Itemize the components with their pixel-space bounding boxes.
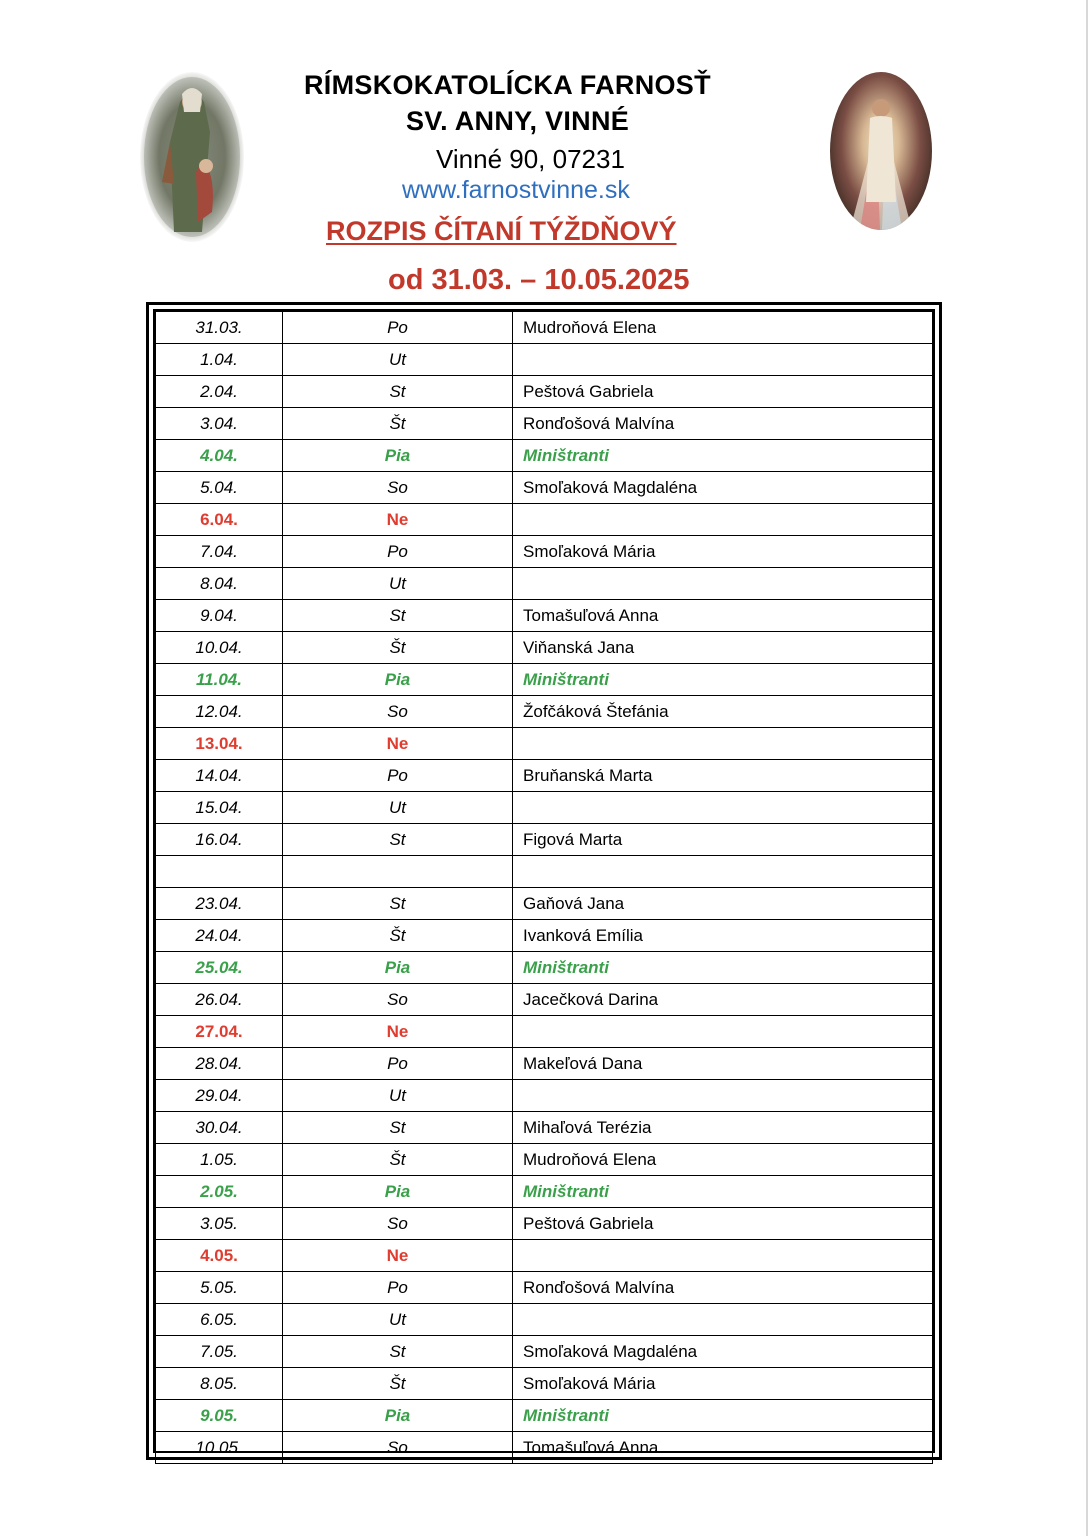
schedule-date-cell: 5.04. [156, 472, 283, 504]
schedule-date-cell: 1.04. [156, 344, 283, 376]
schedule-date-cell: 1.05. [156, 1144, 283, 1176]
schedule-date-cell: 31.03. [156, 312, 283, 344]
schedule-row [156, 856, 933, 888]
schedule-reader-cell: Žofčáková Štefánia [513, 696, 933, 728]
schedule-date-cell: 24.04. [156, 920, 283, 952]
schedule-day-cell: Ne [283, 504, 513, 536]
schedule-day-cell: Pia [283, 1400, 513, 1432]
schedule-date-cell: 5.05. [156, 1272, 283, 1304]
schedule-row [156, 1304, 933, 1336]
schedule-row [156, 632, 933, 664]
schedule-grid [155, 311, 933, 1464]
parish-name-line2: SV. ANNY, VINNÉ [406, 106, 630, 136]
schedule-day-cell: Št [283, 408, 513, 440]
schedule-date-cell: 10.05. [156, 1432, 283, 1464]
schedule-date-cell: 3.05. [156, 1208, 283, 1240]
schedule-day-cell: Pia [283, 1176, 513, 1208]
table-inner-border [153, 309, 935, 1457]
schedule-date-cell: 26.04. [156, 984, 283, 1016]
schedule-row [156, 1048, 933, 1080]
schedule-row [156, 1016, 933, 1048]
schedule-reader-cell [513, 1080, 933, 1112]
schedule-date-cell: 2.04. [156, 376, 283, 408]
saint-anne-figure-icon [140, 72, 244, 242]
schedule-day-cell: So [283, 472, 513, 504]
schedule-date-cell: 30.04. [156, 1112, 283, 1144]
schedule-day-cell: St [283, 600, 513, 632]
schedule-day-cell: Ut [283, 568, 513, 600]
schedule-day-cell: St [283, 1336, 513, 1368]
schedule-day-cell: Št [283, 1144, 513, 1176]
schedule-date-cell: 3.04. [156, 408, 283, 440]
document-header [0, 0, 1088, 300]
schedule-day-cell: Št [283, 1368, 513, 1400]
schedule-row [156, 1400, 933, 1432]
schedule-day-cell: Ne [283, 1240, 513, 1272]
schedule-reader-cell: Miništranti [513, 664, 933, 696]
schedule-row [156, 376, 933, 408]
schedule-date-cell: 16.04. [156, 824, 283, 856]
schedule-date-cell: 25.04. [156, 952, 283, 984]
schedule-reader-cell: Miništranti [513, 1176, 933, 1208]
schedule-row [156, 1080, 933, 1112]
schedule-date-cell: 8.04. [156, 568, 283, 600]
schedule-reader-cell: Ronďošová Malvína [513, 408, 933, 440]
schedule-day-cell: Po [283, 760, 513, 792]
schedule-date-cell: 29.04. [156, 1080, 283, 1112]
schedule-date-cell: 12.04. [156, 696, 283, 728]
schedule-reader-cell: Viňanská Jana [513, 632, 933, 664]
schedule-day-cell: Ne [283, 728, 513, 760]
schedule-reader-cell: Mudroňová Elena [513, 1144, 933, 1176]
schedule-reader-cell [513, 728, 933, 760]
schedule-row [156, 472, 933, 504]
schedule-date-cell: 27.04. [156, 1016, 283, 1048]
schedule-row [156, 888, 933, 920]
schedule-reader-cell: Miništranti [513, 1400, 933, 1432]
document-title: ROZPIS ČÍTANÍ TÝŽDŇOVÝ [326, 216, 677, 246]
saint-anne-image [140, 72, 244, 242]
parish-name-line1: RÍMSKOKATOLÍCKA FARNOSŤ [304, 70, 711, 100]
schedule-reader-cell [513, 1304, 933, 1336]
schedule-date-cell: 23.04. [156, 888, 283, 920]
schedule-day-cell: Ut [283, 344, 513, 376]
schedule-date-cell: 28.04. [156, 1048, 283, 1080]
schedule-row [156, 408, 933, 440]
schedule-day-cell: Pia [283, 664, 513, 696]
schedule-reader-cell: Bruňanská Marta [513, 760, 933, 792]
schedule-date-cell: 13.04. [156, 728, 283, 760]
schedule-reader-cell [513, 1016, 933, 1048]
schedule-date-cell: 7.04. [156, 536, 283, 568]
divine-mercy-image [830, 72, 932, 230]
schedule-reader-cell [513, 1240, 933, 1272]
schedule-day-cell: Ne [283, 1016, 513, 1048]
schedule-row [156, 952, 933, 984]
schedule-date-cell: 2.05. [156, 1176, 283, 1208]
schedule-day-cell: Pia [283, 952, 513, 984]
schedule-reader-cell: Tomašuľová Anna [513, 600, 933, 632]
schedule-day-cell: Po [283, 1048, 513, 1080]
schedule-reader-cell: Mihaľová Terézia [513, 1112, 933, 1144]
schedule-row [156, 504, 933, 536]
schedule-body [156, 312, 933, 1464]
schedule-reader-cell [513, 504, 933, 536]
schedule-date-cell: 7.05. [156, 1336, 283, 1368]
schedule-reader-cell [513, 568, 933, 600]
schedule-reader-cell: Smoľaková Mária [513, 1368, 933, 1400]
schedule-row [156, 984, 933, 1016]
schedule-row [156, 920, 933, 952]
schedule-reader-cell: Makeľová Dana [513, 1048, 933, 1080]
schedule-row [156, 440, 933, 472]
schedule-row [156, 1208, 933, 1240]
schedule-reader-cell: Peštová Gabriela [513, 376, 933, 408]
schedule-date-cell: 9.05. [156, 1400, 283, 1432]
schedule-row [156, 792, 933, 824]
schedule-row [156, 728, 933, 760]
schedule-row [156, 1272, 933, 1304]
schedule-row [156, 1432, 933, 1464]
schedule-row [156, 1336, 933, 1368]
schedule-day-cell [283, 856, 513, 888]
schedule-reader-cell [513, 344, 933, 376]
schedule-date-cell: 6.04. [156, 504, 283, 536]
schedule-row [156, 696, 933, 728]
schedule-date-cell: 8.05. [156, 1368, 283, 1400]
schedule-day-cell: Št [283, 632, 513, 664]
schedule-row [156, 760, 933, 792]
schedule-date-cell: 6.05. [156, 1304, 283, 1336]
schedule-row [156, 1240, 933, 1272]
divine-mercy-figure-icon [830, 72, 932, 230]
schedule-date-cell: 10.04. [156, 632, 283, 664]
schedule-reader-cell: Figová Marta [513, 824, 933, 856]
schedule-date-cell: 11.04. [156, 664, 283, 696]
schedule-day-cell: St [283, 888, 513, 920]
schedule-day-cell: So [283, 1208, 513, 1240]
schedule-reader-cell [513, 856, 933, 888]
parish-address: Vinné 90, 07231 [436, 144, 625, 174]
schedule-day-cell: So [283, 696, 513, 728]
schedule-day-cell: St [283, 376, 513, 408]
schedule-reader-cell: Ivanková Emília [513, 920, 933, 952]
schedule-reader-cell: Tomašuľová Anna [513, 1432, 933, 1464]
schedule-reader-cell: Peštová Gabriela [513, 1208, 933, 1240]
schedule-reader-cell [513, 792, 933, 824]
schedule-reader-cell: Smoľaková Magdaléna [513, 472, 933, 504]
schedule-date-cell: 9.04. [156, 600, 283, 632]
schedule-date-cell: 14.04. [156, 760, 283, 792]
schedule-date-cell: 15.04. [156, 792, 283, 824]
date-range: od 31.03. – 10.05.2025 [388, 264, 690, 296]
schedule-day-cell: St [283, 1112, 513, 1144]
schedule-reader-cell: Smoľaková Mária [513, 536, 933, 568]
schedule-row [156, 1112, 933, 1144]
schedule-date-cell: 4.04. [156, 440, 283, 472]
schedule-row [156, 600, 933, 632]
schedule-row [156, 1368, 933, 1400]
schedule-row [156, 312, 933, 344]
schedule-row [156, 1176, 933, 1208]
schedule-row [156, 536, 933, 568]
schedule-reader-cell: Gaňová Jana [513, 888, 933, 920]
schedule-day-cell: So [283, 984, 513, 1016]
parish-website-link[interactable]: www.farnostvinne.sk [402, 176, 630, 204]
schedule-day-cell: Ut [283, 1304, 513, 1336]
schedule-reader-cell: Jacečková Darina [513, 984, 933, 1016]
reading-schedule-table [146, 302, 942, 1460]
schedule-day-cell: Pia [283, 440, 513, 472]
schedule-row [156, 824, 933, 856]
schedule-day-cell: Po [283, 312, 513, 344]
schedule-day-cell: Po [283, 536, 513, 568]
schedule-day-cell: Ut [283, 1080, 513, 1112]
schedule-date-cell [156, 856, 283, 888]
schedule-day-cell: St [283, 824, 513, 856]
schedule-reader-cell: Smoľaková Magdaléna [513, 1336, 933, 1368]
schedule-date-cell: 4.05. [156, 1240, 283, 1272]
schedule-row [156, 568, 933, 600]
schedule-row [156, 344, 933, 376]
schedule-reader-cell: Mudroňová Elena [513, 312, 933, 344]
schedule-row [156, 664, 933, 696]
schedule-reader-cell: Miništranti [513, 952, 933, 984]
schedule-day-cell: Št [283, 920, 513, 952]
schedule-reader-cell: Ronďošová Malvína [513, 1272, 933, 1304]
schedule-day-cell: Ut [283, 792, 513, 824]
schedule-row [156, 1144, 933, 1176]
schedule-reader-cell: Miništranti [513, 440, 933, 472]
schedule-day-cell: Po [283, 1272, 513, 1304]
schedule-day-cell: So [283, 1432, 513, 1464]
